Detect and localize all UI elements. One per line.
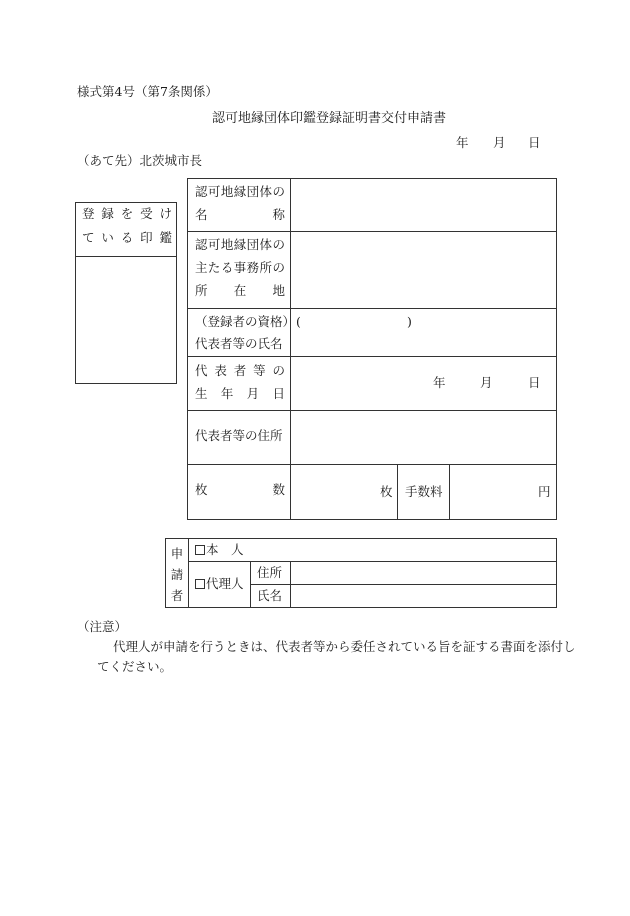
label-char: を <box>120 206 134 221</box>
seal-impression-area[interactable] <box>78 258 174 382</box>
agent-checkbox-icon[interactable] <box>195 579 205 589</box>
applicant-column-divider <box>188 538 189 608</box>
office-address-field[interactable] <box>292 233 555 307</box>
qualification-paren-open: ( <box>296 314 301 329</box>
label-char: 団 <box>246 184 260 199</box>
label-char: 地 <box>220 184 234 199</box>
label-char: 録 <box>101 206 114 221</box>
notes-heading: （注意） <box>77 619 128 634</box>
label-char: 団 <box>246 237 260 252</box>
label-char: 数 <box>272 482 285 497</box>
label-char: 可 <box>207 184 221 199</box>
birthdate-field[interactable] <box>292 358 555 409</box>
copies-unit: 枚 <box>380 484 393 499</box>
agent-name-label: 氏名 <box>257 588 283 603</box>
date-year-label: 年 <box>456 135 469 150</box>
label-char: 代 <box>195 363 208 378</box>
label-char: て <box>82 230 95 245</box>
label-char: 名 <box>195 207 208 222</box>
label-char: 月 <box>246 386 260 401</box>
registered-seal-label <box>82 208 172 252</box>
applicant-agent-option[interactable] <box>195 578 244 591</box>
table-column-divider <box>290 178 291 520</box>
addressee: （あて先）北茨城市長 <box>77 153 203 168</box>
table-row-divider <box>187 464 557 465</box>
representative-address-label: 代表者等の住所 <box>195 428 283 443</box>
applicant-row-divider <box>250 584 557 585</box>
fee-column-divider <box>449 464 450 520</box>
representative-name-label: 代表者等の氏名 <box>195 336 283 351</box>
agent-label: 代理人 <box>206 576 244 591</box>
label-char: 生 <box>195 386 208 401</box>
label-char: 体 <box>259 184 273 199</box>
office-address-label <box>195 239 285 308</box>
label-char: た <box>207 260 221 275</box>
qualification-paren-close: ) <box>407 314 412 329</box>
label-char: 認 <box>195 184 208 199</box>
label-line <box>195 365 285 388</box>
association-name-field[interactable] <box>292 180 555 230</box>
applicant-side-label: 申請者 <box>170 546 184 603</box>
label-char: 認 <box>195 237 208 252</box>
agent-address-label: 住所 <box>257 565 283 580</box>
notes-text-line-2: てください。 <box>97 659 173 674</box>
label-char: 体 <box>259 237 273 252</box>
birth-day-label: 日 <box>528 375 541 390</box>
fee-field[interactable] <box>451 466 555 519</box>
label-char: 印 <box>140 230 153 245</box>
label-char: 枚 <box>195 482 208 497</box>
label-char: 年 <box>220 386 234 401</box>
label-char: け <box>159 206 172 221</box>
label-line <box>195 388 285 411</box>
form-number: 様式第4号（第7条関係） <box>77 84 218 99</box>
label-char: 者 <box>233 363 247 378</box>
label-char: 所 <box>259 260 273 275</box>
copies-field[interactable] <box>292 466 396 519</box>
label-char: の <box>272 363 285 378</box>
seal-box-divider <box>75 256 177 257</box>
label-line <box>82 208 172 232</box>
label-char: 縁 <box>233 237 247 252</box>
label-char: 縁 <box>233 184 247 199</box>
table-row-divider <box>187 308 557 309</box>
label-line <box>195 209 285 232</box>
label-char: い <box>101 230 114 245</box>
fee-unit: 円 <box>538 484 551 499</box>
self-checkbox-icon[interactable] <box>195 545 205 555</box>
table-row-divider <box>187 356 557 357</box>
agent-name-field[interactable] <box>292 586 555 606</box>
registrant-qualification-label: （登録者の資格） <box>195 314 296 329</box>
label-char: 地 <box>272 283 285 298</box>
label-char: 表 <box>214 363 227 378</box>
label-char: の <box>272 184 285 199</box>
label-char: 称 <box>272 207 285 222</box>
label-char: 在 <box>233 283 247 298</box>
label-char: の <box>272 237 285 252</box>
birth-month-label: 月 <box>480 375 493 390</box>
label-line <box>195 262 285 285</box>
form-title: 認可地縁団体印鑑登録証明書交付申請書 <box>212 111 447 126</box>
label-line <box>195 285 285 308</box>
label-char: る <box>120 230 134 245</box>
label-char: 地 <box>220 237 234 252</box>
birth-year-label: 年 <box>433 375 446 390</box>
copies-label <box>195 484 285 504</box>
label-line <box>195 484 285 504</box>
label-char: 鑑 <box>159 230 172 245</box>
fee-label: 手数料 <box>405 484 443 499</box>
label-line <box>195 186 285 209</box>
label-char: 等 <box>253 363 266 378</box>
label-char: 受 <box>140 206 153 221</box>
fee-column-divider <box>397 464 398 520</box>
representative-birthdate-label <box>195 365 285 411</box>
label-char: 日 <box>272 386 285 401</box>
label-char: 主 <box>195 260 208 275</box>
date-month-label: 月 <box>493 135 506 150</box>
label-char: 可 <box>207 237 221 252</box>
self-label: 本 人 <box>206 542 244 557</box>
label-char: の <box>272 260 285 275</box>
label-char: 所 <box>195 283 208 298</box>
label-char: 事 <box>233 260 247 275</box>
label-line <box>82 232 172 256</box>
notes-text-line-1: 代理人が申請を行うときは、代表者等から委任されている旨を証する書面を添付し <box>113 639 576 654</box>
representative-name-field[interactable] <box>292 310 555 355</box>
representative-address-field[interactable] <box>292 412 555 463</box>
association-name-label <box>195 186 285 232</box>
label-line <box>195 239 285 262</box>
agent-address-field[interactable] <box>292 563 555 583</box>
applicant-row-divider <box>188 561 557 562</box>
label-char: 務 <box>246 260 260 275</box>
label-char: る <box>220 260 234 275</box>
label-char: 登 <box>82 206 95 221</box>
date-day-label: 日 <box>528 135 541 150</box>
applicant-self-option[interactable] <box>195 544 244 557</box>
